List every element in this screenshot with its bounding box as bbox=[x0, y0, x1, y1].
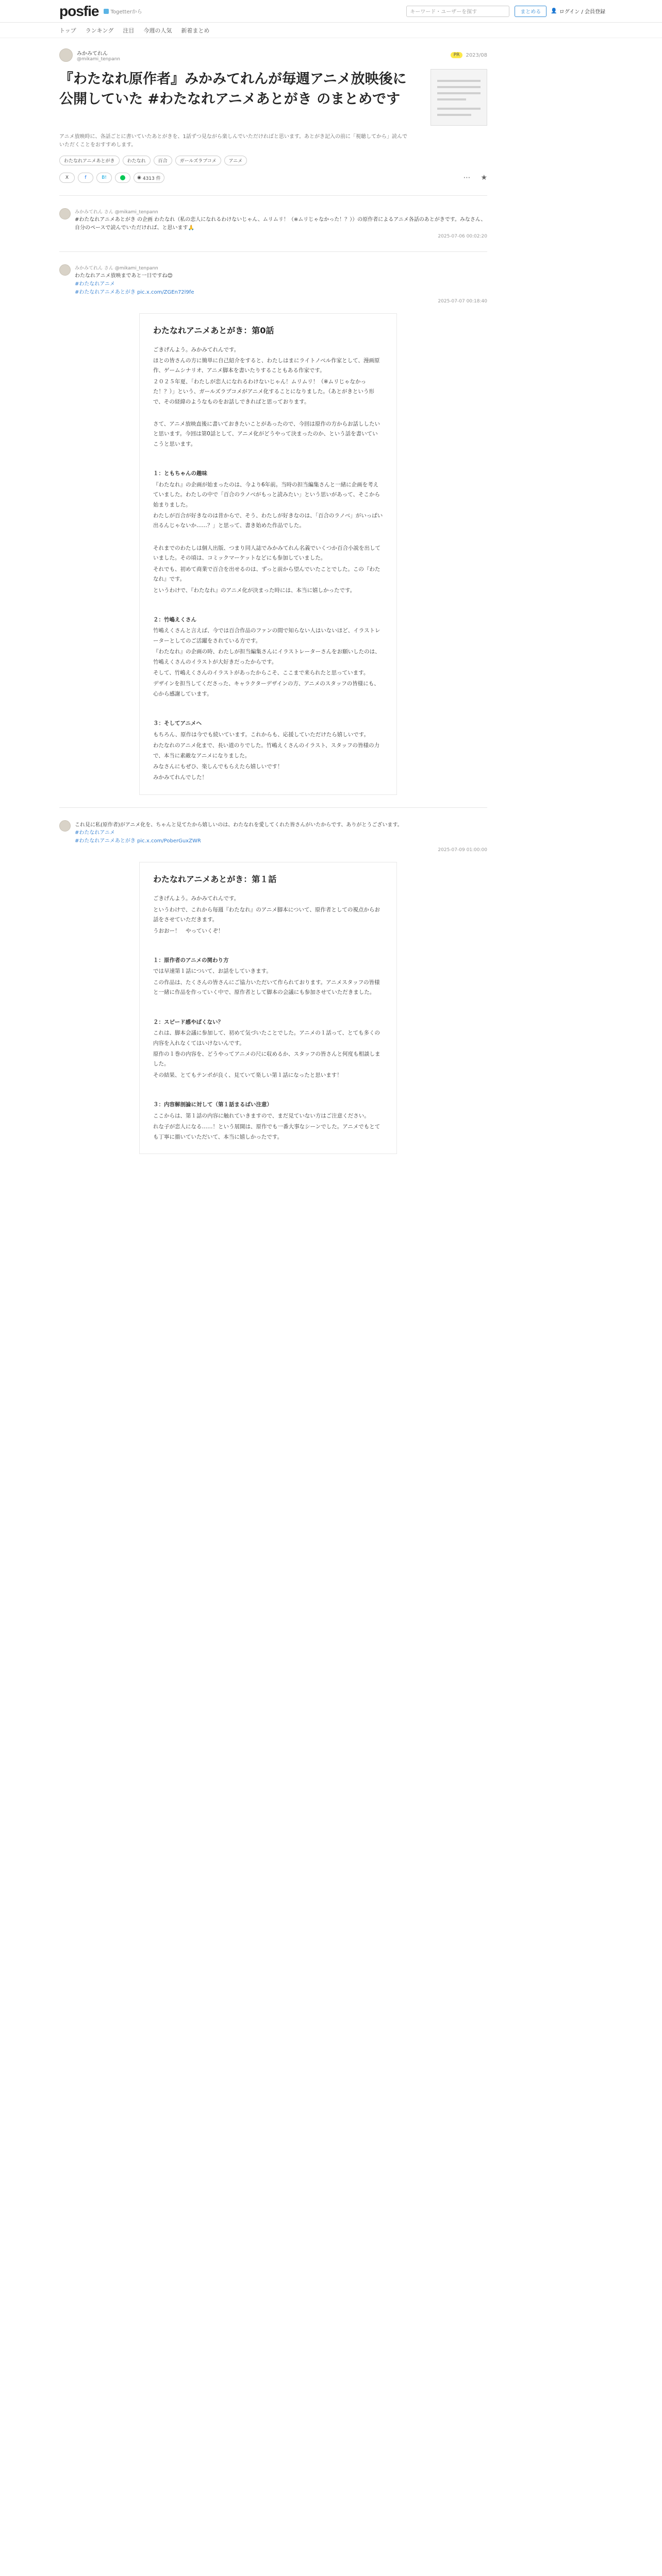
paragraph: そして、竹嶋えくさんのイラストがあったからこそ、ここまで来られたと思っています。 bbox=[153, 670, 369, 676]
paragraph: デザインを担当してくださった、キャラクターデザインの方、アニメのスタッフの皆様にも、心から感謝しています。 bbox=[153, 681, 379, 697]
tweet-image-doc1[interactable] bbox=[139, 862, 397, 1154]
paragraph-gap bbox=[153, 597, 383, 608]
bookmark-icon[interactable]: ★ bbox=[481, 174, 487, 182]
paragraph: みかみてれんでした！ bbox=[153, 774, 207, 781]
paragraph: みなさんにもぜひ、楽しんでもらえたら嬉しいです！ bbox=[153, 764, 283, 770]
tag[interactable]: わたなれアニメあとがき bbox=[59, 156, 120, 165]
author-name[interactable]: みかみてれん bbox=[77, 50, 108, 57]
tweet-user[interactable]: みかみてれん さん @mikami_tenpann bbox=[75, 210, 158, 215]
paragraph-gap bbox=[153, 937, 383, 948]
paragraph-gap bbox=[153, 408, 383, 419]
paragraph: それまでのわたしは個人出版、つまり同人誌でみかみてれん名義でいくつか百合小説を出していました。その頃は、コミックマーケットなどにも参加していました。 bbox=[153, 545, 380, 562]
section-heading: ３：内容解剖論に対して（第１話まるばい注意） bbox=[153, 1101, 272, 1108]
avatar[interactable] bbox=[59, 820, 71, 832]
divider bbox=[59, 195, 487, 196]
tweet bbox=[59, 820, 487, 1154]
tweet bbox=[59, 208, 487, 239]
togetter-badge[interactable]: Togetterから bbox=[104, 7, 142, 15]
paragraph: ごきげんよう。みかみてれんです。 bbox=[153, 895, 240, 902]
paragraph: わたしが百合が好きなのは昔からで、そう、わたしが好きなのは、「百合のラノベ」がいっぱい出るんじゃないか……？」と思って、書き始めた作品でした。 bbox=[153, 512, 383, 529]
paragraph: では早速第１話について、お話をしていきます。 bbox=[153, 968, 272, 975]
divider bbox=[59, 251, 487, 252]
posfie-logo[interactable]: posfie bbox=[59, 3, 99, 19]
share-facebook-button[interactable]: f bbox=[78, 173, 93, 183]
paragraph-gap bbox=[153, 532, 383, 544]
paragraph: れな子が恋人になる……！という展開は、原作でも一番大事なシーンでした。アニメでもとても丁寧に描いていただいて、本当に嬉しかったです。 bbox=[153, 1124, 380, 1140]
subnav bbox=[0, 23, 662, 38]
section-heading: １：原作者のアニメの関わり方 bbox=[153, 957, 229, 964]
avatar[interactable] bbox=[59, 208, 71, 219]
author-meta bbox=[451, 52, 487, 58]
section-heading: ２：竹嶋えくさん bbox=[153, 616, 196, 623]
tweet-hashtags[interactable]: #わたなれアニメ #わたなれアニメあとがき pic.x.com/ZGEn72l9fe bbox=[75, 281, 194, 295]
author-id: @mikami_tenpann bbox=[77, 56, 121, 62]
more-icon[interactable]: ⋯ bbox=[463, 174, 471, 182]
tweet-hashtags[interactable]: #わたなれアニメ #わたなれアニメあとがき pic.x.com/PoberGuxZWR bbox=[75, 830, 201, 844]
tweet-date[interactable]: 2025-07-06 00:02:20 bbox=[438, 234, 487, 239]
avatar[interactable] bbox=[59, 48, 73, 62]
share-actions bbox=[463, 174, 487, 182]
share-line-button[interactable] bbox=[115, 173, 130, 183]
eye-icon: ◉ bbox=[137, 175, 141, 180]
section-heading: １：ともちゃんの趣味 bbox=[153, 470, 207, 477]
paragraph: ごきげんよう。みかみてれんです。 bbox=[153, 346, 240, 353]
login-link[interactable]: 👤 ログイン / 会員登録 bbox=[551, 8, 605, 15]
paragraph: それでも、初めて商業で百合を出せるのは、ずっと前から望んでいたことでした。この『わたなれ』です。 bbox=[153, 566, 380, 583]
paragraph: この作品は、たくさんの皆さんにご協力いただいて作られております。アニメスタッフの皆様と一緒に作品を作っていく中で、原作者として脚本の会議にも参加させていただきました。 bbox=[153, 979, 380, 996]
tag[interactable]: ガールズラブコメ bbox=[175, 156, 221, 165]
share-x-button[interactable]: X bbox=[59, 173, 75, 183]
post-button[interactable]: まとめる bbox=[515, 6, 547, 17]
tweet-text: わたなれアニメ放映まであと一日ですね😊 bbox=[75, 273, 173, 279]
paragraph: ほとの皆さんの方に簡単に自己紹介をすると、わたしはまにライトノベル作家として、漫画原作、ゲームシナリオ、アニメ脚本を書いたりすることもある作家です。 bbox=[153, 357, 380, 374]
author-row bbox=[59, 48, 487, 62]
pr-badge: PR bbox=[451, 52, 463, 58]
paragraph: 原作の１巻の内容を、どうやってアニメの尺に収めるか、スタッフの皆さんと何度も相談しました。 bbox=[153, 1050, 380, 1067]
paragraph: というわけで、これから毎週『わたなれ』のアニメ脚本について、原作者としての視点からお話をさせていただきます。 bbox=[153, 906, 380, 923]
main-content bbox=[59, 38, 487, 1154]
tweet-text: #わたなれアニメあとがき の企画 わたなれ（私の恋人になれるわけないじゃん、ムリムリ！（※ムリじゃなかった！？））の原作者によるアニメ各話のあとがきです。みなさん、自分のペースで読んでいただければ、と思います🙏 bbox=[75, 217, 486, 231]
tweet-image-doc0[interactable] bbox=[139, 313, 397, 795]
paragraph-gap bbox=[153, 999, 383, 1010]
share-row bbox=[59, 173, 487, 183]
doc-title: わたなれアニメあとがき：第１話 bbox=[153, 874, 277, 885]
paragraph: その結果、とてもテンポが良く、見ていて楽しい第１話になったと思います！ bbox=[153, 1072, 342, 1078]
doc-title: わたなれアニメあとがき：第0話 bbox=[153, 325, 274, 335]
view-count: ◉ 4313 件 bbox=[134, 173, 164, 183]
tag-list bbox=[59, 156, 487, 165]
paragraph-gap bbox=[153, 700, 383, 711]
paragraph: わたなれのアニメ化まで、長い道のりでした。竹嶋えくさんのイラスト、スタッフの皆様の力で、本当に素敵なアニメになりました。 bbox=[153, 742, 380, 759]
paragraph-gap bbox=[153, 1081, 383, 1093]
section-heading: ２：スピード感やばくない？ bbox=[153, 1019, 224, 1025]
user-icon: 👤 bbox=[551, 8, 557, 14]
nav-weekly[interactable]: 今週の人気 bbox=[143, 27, 172, 34]
title-area bbox=[59, 69, 487, 126]
tag[interactable]: 百合 bbox=[154, 156, 172, 165]
togetter-icon bbox=[104, 9, 109, 14]
paragraph: これは、脚本会議に参加して、初めて気づいたことでした。アニメの１話って、とても多くの内容を入れなくてはいけないんです。 bbox=[153, 1030, 380, 1046]
post-date: 2023/08 bbox=[466, 52, 487, 58]
paragraph: 竹嶋えくさんと言えば、今では百合作品のファンの間で知らない人はいないほど、イラストレーターとしてのご活躍をされている方です。 bbox=[153, 628, 380, 644]
tag[interactable]: アニメ bbox=[224, 156, 247, 165]
tweet-text: これ見に私(原作者)がアニメ化を、ちゃんと見てたから嬉しいのは、わたなれを愛してくれた皆さんがいたからです、ありがとうございます。 bbox=[75, 822, 403, 828]
description: アニメ放映時に、各話ごとに書いていたあとがきを、1話ずつ見ながら楽しんでいただければと思います。あとがき記入の前に「視聴してから」読んでいただくことをおすすめします。 bbox=[59, 134, 408, 148]
paragraph: ここからは、第１話の内容に触れていきますので、まだ見ていない方はご注意ください。 bbox=[153, 1112, 370, 1119]
tag[interactable]: わたなれ bbox=[123, 156, 151, 165]
nav-featured[interactable]: 注目 bbox=[123, 27, 135, 34]
line-icon bbox=[120, 175, 125, 180]
paragraph: ２０２５年夏、「わたしが恋人になれるわけないじゃん！ムリムリ！（※ムリじゃなかった！？）」という、ガールズラブコメがアニメ化することになりました。（あとがきという形で、その経緯のようなものをお話しできればと思っております。 bbox=[153, 378, 374, 405]
avatar[interactable] bbox=[59, 264, 71, 276]
tweet-date[interactable]: 2025-07-07 00:18:40 bbox=[438, 298, 487, 304]
paragraph: というわけで、『わたなれ』のアニメ化が決まった時には、本当に嬉しかったです。 bbox=[153, 587, 356, 594]
search-input[interactable]: キーワード・ユーザーを探す bbox=[406, 6, 509, 17]
nav-top[interactable]: トップ bbox=[59, 27, 76, 34]
paragraph: さて、アニメ放映直後に書いておきたいことがあったので、今回は原作の方からお話ししたいと思います。今回は第0話として、アニメ化がどうやって決まったのか、という話を書いていこうと思います。 bbox=[153, 421, 380, 447]
paragraph-gap bbox=[153, 450, 383, 462]
site-header bbox=[0, 0, 662, 23]
divider bbox=[59, 807, 487, 808]
nav-ranking[interactable]: ランキング bbox=[85, 27, 114, 34]
paragraph: もちろん、原作は今でも続いています。これからも、応援していただけたら嬉しいです。 bbox=[153, 731, 369, 738]
paragraph: 『わたなれ』の企画が始まったのは、今より6年前。当時の担当編集さんと一緒に企画を考えていました。わたしの中で「百合のラノベがもっと読みたい」という思いがあって、そこから始まりました。 bbox=[153, 481, 380, 508]
tweet-date[interactable]: 2025-07-09 01:00:00 bbox=[438, 848, 487, 853]
paragraph: 『わたなれ』の企画の時、わたしが担当編集さんにイラストレーターさんをお願いしたのは、竹嶋えくさんのイラストが大好きだったからです。 bbox=[153, 649, 380, 665]
share-hatena-button[interactable]: B! bbox=[96, 173, 112, 183]
nav-new[interactable]: 新着まとめ bbox=[181, 27, 210, 34]
tweet-user[interactable]: みかみてれん さん @mikami_tenpann bbox=[75, 266, 158, 271]
tweet bbox=[59, 264, 487, 795]
section-heading: ３：そしてアニメへ bbox=[153, 720, 202, 727]
page-title: 『わたなれ原作者』みかみてれんが毎週アニメ放映後に公開していた #わたなれアニメあとがき のまとめです bbox=[59, 71, 407, 108]
paragraph: うおおー！ やっていくぞ！ bbox=[153, 927, 224, 934]
thumbnail-image[interactable] bbox=[431, 69, 487, 126]
